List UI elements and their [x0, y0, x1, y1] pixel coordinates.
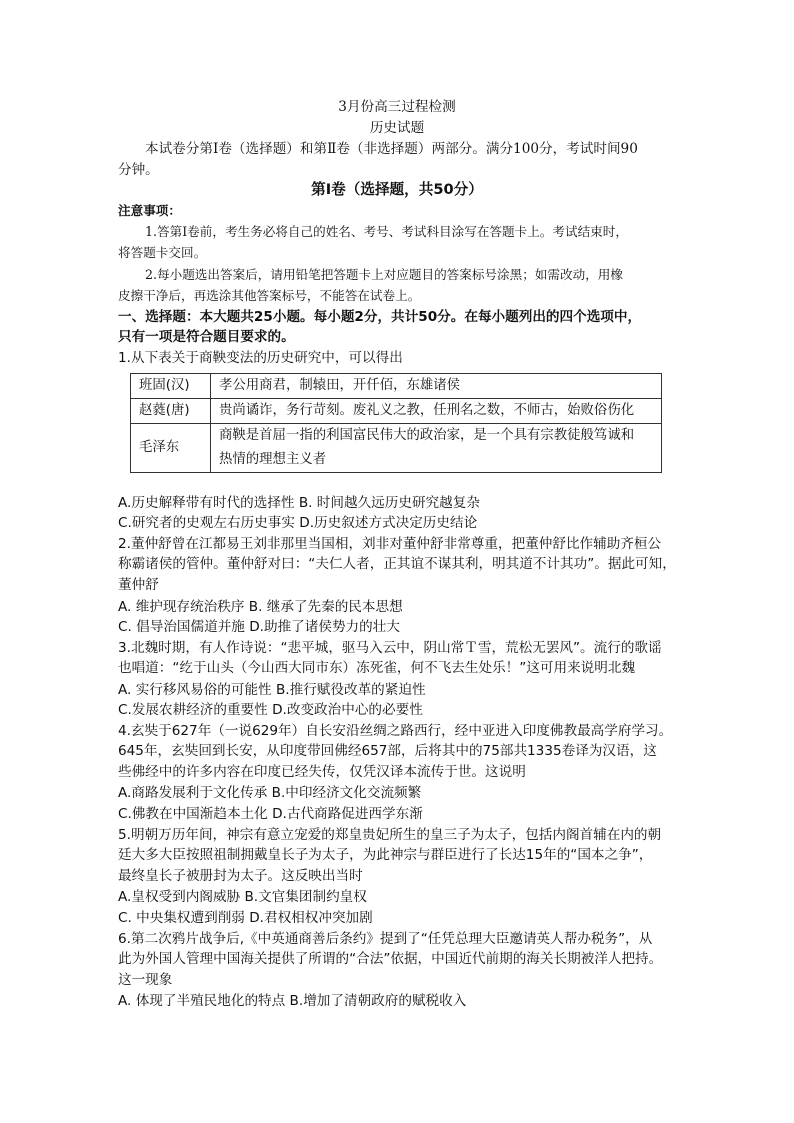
- question-1-stem: 1.从下表关于商鞅变法的历史研究中，可以得出: [118, 350, 403, 366]
- table-cell-author: 赵蕤(唐): [131, 399, 211, 424]
- option-line: A.商路发展利于文化传承 B.中印经济文化交流频繁: [118, 785, 422, 801]
- source-table: [130, 373, 662, 473]
- table-row: [131, 424, 662, 473]
- question-5-stem: 廷大多大臣按照祖制拥戴皇长子为太子，为此神宗与群臣进行了长达15年的“国本之争”，: [118, 847, 653, 863]
- question-6-stem: 6.第二次鸦片战争后,《中英通商善后条约》提到了“任凭总理大臣邀请英人帮办税务”，从: [118, 931, 653, 947]
- option-line: C.研究者的史观左右历史事实 D.历史叙述方式决定历史结论: [118, 515, 478, 531]
- subject-title: 历史试题: [369, 120, 425, 136]
- intro-line-1: 本试卷分第Ⅰ卷（选择题）和第Ⅱ卷（非选择题）两部分。满分100分，考试时间90: [145, 141, 638, 157]
- question-3-stem: 也唱道：“纥于山头（今山西大同市东）冻死雀，何不飞去生处乐！”这可用来说明北魏: [118, 660, 636, 676]
- option-line: A.历史解释带有时代的选择性 B. 时间越久远历史研究越复杂: [118, 495, 480, 511]
- notes-heading: 注意事项：: [118, 203, 181, 218]
- option-line: A. 实行移风易俗的可能性 B.推行赋役改革的紧迫性: [118, 682, 426, 698]
- note-line: 1.答第Ⅰ卷前，考生务必将自己的姓名、考号、考试科目涂写在答题卡上。考试结束时，: [145, 224, 628, 239]
- question-2-stem: 董仲舒: [118, 577, 159, 593]
- table-row: [131, 399, 662, 424]
- table-cell-author: 班固(汉): [131, 374, 211, 399]
- question-3-stem: 3.北魏时期，有人作诗说：“悲平城，驱马入云中，阴山常Ｔ雪，荒松无罢风”。流行的歌谣: [118, 640, 662, 656]
- exam-title: 3月份高三过程检测: [338, 99, 456, 115]
- question-2-stem: 称霸诸侯的管仲。董仲舒对曰：“夫仁人者，正其谊不谋其利，明其道不计其功”。据此可知，: [118, 556, 676, 572]
- option-line: C.佛教在中国渐趋本土化 D.古代商路促进西学东渐: [118, 806, 423, 822]
- question-4-stem: 4.玄奘于627年（一说629年）自长安沿丝绸之路西行，经中亚进入印度佛教最高学府学习。: [118, 723, 673, 739]
- section-heading: 只有一项是符合题目要求的。: [118, 329, 295, 345]
- question-2-stem: 2.董仲舒曾在江都易王刘非那里当国相，刘非对董仲舒非常尊重，把董仲舒比作辅助齐桓公: [118, 536, 662, 552]
- option-line: C. 倡导治国儒道并施 D.助推了诸侯势力的壮大: [118, 619, 400, 635]
- table-cell-text: 贵尚谲诈，务行苛刻。废礼义之教，任刑名之数，不师古，始败俗伤化: [211, 399, 662, 424]
- part1-title: 第Ⅰ卷（选择题，共50分）: [311, 181, 483, 198]
- question-4-stem: 645年，玄奘回到长安，从印度带回佛经657部，后将其中的75部共1335卷译为汉语，这: [118, 743, 657, 759]
- question-4-stem: 些佛经中的许多内容在印度已经失传，仅凭汉译本流传于世。这说明: [118, 764, 526, 780]
- section-heading: 一、选择题：本大题共25小题。每小题2分，共计50分。在每小题列出的四个选项中，: [118, 309, 642, 325]
- option-line: A.皇权受到内阁威胁 B.文官集团制约皇权: [118, 889, 367, 905]
- table-cell-text: [211, 424, 662, 473]
- table-row: [131, 374, 662, 399]
- intro-line-2: 分钟。: [118, 162, 159, 178]
- table-cell-line: 热情的理想主义者: [219, 452, 327, 467]
- note-line: 皮擦干净后，再选涂其他答案标号，不能答在试卷上。: [118, 288, 421, 303]
- question-5-stem: 最终皇长子被册封为太子。这反映出当时: [118, 868, 363, 884]
- option-line: A. 维护现存统治秩序 B. 继承了先秦的民本思想: [118, 599, 403, 615]
- note-line: 将答题卡交回。: [118, 245, 207, 260]
- table-cell-text: 孝公用商君，制辕田，开仟佰，东雄诸侯: [211, 374, 662, 399]
- question-6-stem: 此为外国人管理中国海关提供了所谓的“合法”依据，中国近代前期的海关长期被洋人把持。: [118, 951, 663, 967]
- table-cell-line: 商鞅是首屈一指的利国富民伟大的政治家，是一个具有宗教徒般笃诚和: [219, 428, 635, 443]
- option-line: C. 中央集权遭到削弱 D.君权相权冲突加剧: [118, 910, 373, 926]
- question-5-stem: 5.明朝万历年间，神宗有意立宠爱的郑皇贵妃所生的皇三子为太子，包括内阁首辅在内的朝: [118, 827, 662, 843]
- note-line: 2.每小题选出答案后，请用铅笔把答题卡上对应题目的答案标号涂黑；如需改动，用橡: [145, 267, 623, 282]
- option-line: A. 体现了半殖民地化的特点 B.增加了清朝政府的赋税收入: [118, 993, 467, 1009]
- question-6-stem: 这一现象: [118, 972, 173, 988]
- table-cell-author: 毛泽东: [131, 424, 211, 473]
- option-line: C.发展农耕经济的重要性 D.改变政治中心的必要性: [118, 702, 423, 718]
